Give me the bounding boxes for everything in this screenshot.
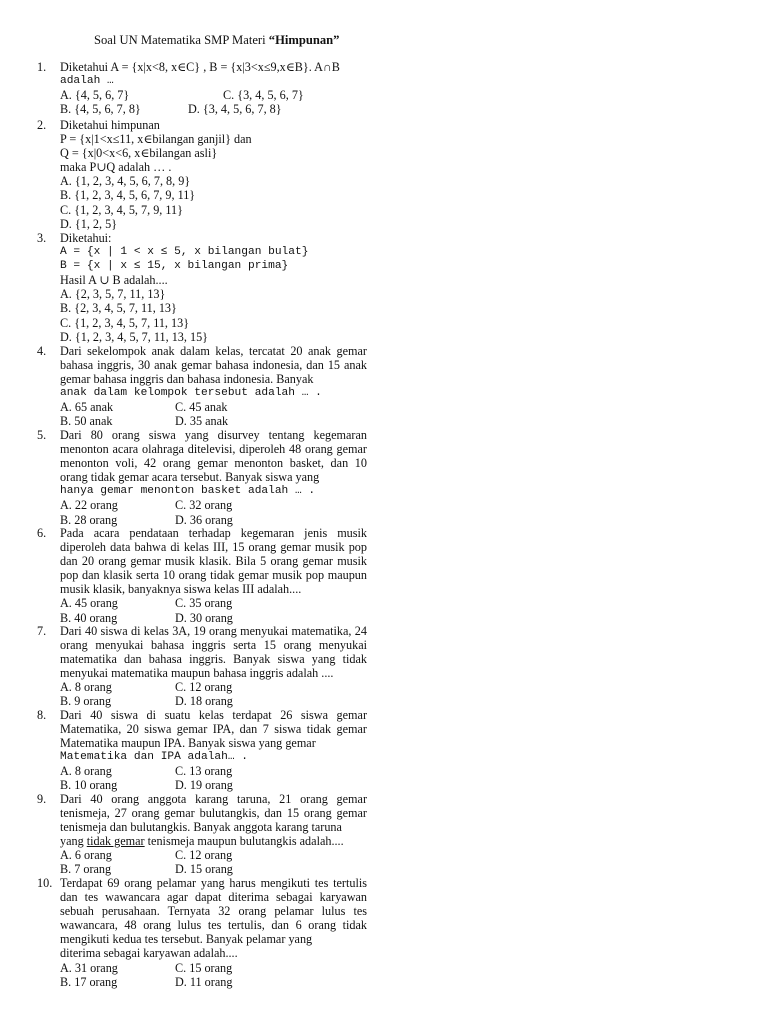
question-text: Matematika dan IPA adalah… . — [60, 751, 248, 764]
option-b: B. 40 orang — [60, 610, 118, 625]
option-a: A. {1, 2, 3, 4, 5, 6, 7, 8, 9} — [60, 174, 191, 189]
option-c: C. 35 orang — [175, 596, 233, 611]
underlined-phrase: tidak gemar — [86, 834, 145, 849]
question-3 — [37, 231, 367, 344]
question-text: diterima sebagai karyawan adalah.... — [60, 946, 238, 961]
question-number: 1. — [37, 60, 47, 74]
option-a: A. {4, 5, 6, 7} — [60, 88, 130, 103]
option-c: C. {3, 4, 5, 6, 7} — [223, 88, 304, 103]
question-text: Diketahui himpunan — [60, 118, 160, 132]
option-d: D. {1, 2, 3, 4, 5, 7, 11, 13, 15} — [60, 329, 209, 344]
question-number: 10. — [37, 876, 53, 890]
question-text: Dari 40 siswa di kelas 3A, 19 orang menyukai matematika, 24 orang menyukai bahasa inggris serta 15 orang menyukai matematika dan bahasa inggris. Banyak siswa yang tidak menyukai matematika maupun bahasa inggris adalah .... — [60, 624, 367, 681]
question-text: hanya gemar menonton basket adalah … . — [60, 485, 316, 498]
question-text-part: tenismeja maupun bulutangkis adalah.... — [144, 834, 344, 849]
question-number: 3. — [37, 231, 47, 245]
option-a: A. 6 orang — [60, 848, 112, 863]
question-text-part: yang — [60, 834, 87, 849]
option-d: D. 36 orang — [175, 512, 233, 527]
question-10 — [37, 876, 367, 989]
option-d: D. 35 anak — [175, 414, 229, 429]
option-c: C. 32 orang — [175, 498, 233, 513]
question-number: 2. — [37, 118, 47, 132]
option-d: D. {1, 2, 5} — [60, 216, 118, 231]
option-a: A. 22 orang — [60, 498, 118, 513]
question-text — [60, 834, 367, 848]
question-text: B = {x | x ≤ 15, x bilangan prima} — [60, 260, 289, 273]
option-a: A. 31 orang — [60, 960, 118, 975]
option-c: C. 45 anak — [175, 400, 228, 415]
option-a: A. {2, 3, 5, 7, 11, 13} — [60, 287, 166, 302]
question-text: Dari 40 siswa di suatu kelas terdapat 26 siswa gemar Matematika, 20 siswa gemar IPA, dan 7 siswa tidak gemar Matematika maupun IPA. Banyak siswa yang gemar — [60, 708, 367, 751]
question-6 — [37, 526, 367, 625]
question-text: Pada acara pendataan terhadap kegemaran jenis musik diperoleh data bahwa di kelas III, 15 orang gemar musik pop dan 20 orang gemar musik klasik. Bila 5 orang gemar musik pop dan klasik serta 10 orang tidak gemar musik pop maupun musik klasik, banyaknya siswa kelas III adalah.... — [60, 526, 367, 597]
option-b: B. 28 orang — [60, 512, 118, 527]
option-c: C. 13 orang — [175, 764, 233, 779]
option-d: D. {3, 4, 5, 6, 7, 8} — [188, 102, 282, 117]
question-number: 6. — [37, 526, 47, 540]
question-number: 7. — [37, 624, 47, 638]
option-b: B. 50 anak — [60, 414, 113, 429]
option-b: B. 17 orang — [60, 974, 118, 989]
option-d: D. 11 orang — [175, 974, 233, 989]
option-d: D. 30 orang — [175, 610, 233, 625]
option-b: B. 9 orang — [60, 694, 112, 709]
option-c: C. 12 orang — [175, 680, 233, 695]
question-text: Diketahui A = {x|x<8, x∈C} , B = {x|3<x≤9,x∈B}. A∩B — [60, 60, 340, 74]
option-b: B. {4, 5, 6, 7, 8} — [60, 102, 141, 117]
question-9 — [37, 792, 367, 877]
question-text: Q = {x|0<x<6, x∈bilangan asli} — [60, 146, 218, 161]
question-2 — [37, 118, 367, 231]
option-a: A. 8 orang — [60, 680, 112, 695]
question-text: Dari 80 orang siswa yang disurvey tentang kegemaran menonton acara olahraga ditelevisi, diperoleh 48 orang gemar menonton voli, 42 orang gemar menonton basket, dan 10 orang tidak gemar acara tersebut. Banyak siswa yang — [60, 428, 367, 485]
option-b: B. {1, 2, 3, 4, 5, 6, 7, 9, 11} — [60, 188, 196, 203]
option-c: C. 12 orang — [175, 848, 233, 863]
page-title — [94, 33, 339, 47]
question-number: 9. — [37, 792, 47, 806]
question-number: 8. — [37, 708, 47, 722]
option-b: B. 10 orang — [60, 778, 118, 793]
question-number: 5. — [37, 428, 47, 442]
option-b: B. 7 orang — [60, 862, 112, 877]
question-5 — [37, 428, 367, 527]
title-topic: “Himpunan” — [268, 33, 340, 47]
question-text: anak dalam kelompok tersebut adalah … . — [60, 387, 322, 400]
option-d: D. 15 orang — [175, 862, 233, 877]
question-7 — [37, 624, 367, 709]
question-text: Diketahui: — [60, 231, 112, 245]
option-b: B. {2, 3, 4, 5, 7, 11, 13} — [60, 301, 177, 316]
question-text: Dari sekelompok anak dalam kelas, tercatat 20 anak gemar bahasa inggris, 30 anak gemar bahasa indonesia, dan 15 anak gemar bahasa inggris dan bahasa indonesia. Banyak — [60, 344, 367, 387]
question-1 — [37, 60, 367, 116]
question-text: Hasil A ∪ B adalah.... — [60, 273, 168, 288]
title-prefix: Soal UN Matematika SMP Materi — [94, 33, 269, 47]
option-a: A. 45 orang — [60, 596, 118, 611]
question-text: P = {x|1<x≤11, x∈bilangan ganjil} dan — [60, 132, 252, 147]
question-4 — [37, 344, 367, 429]
option-d: D. 18 orang — [175, 694, 233, 709]
option-c: C. 15 orang — [175, 960, 233, 975]
option-a: A. 8 orang — [60, 764, 112, 779]
option-a: A. 65 anak — [60, 400, 114, 415]
option-c: C. {1, 2, 3, 4, 5, 7, 11, 13} — [60, 315, 190, 330]
question-number: 4. — [37, 344, 47, 358]
option-c: C. {1, 2, 3, 4, 5, 7, 9, 11} — [60, 202, 183, 217]
question-text: Dari 40 orang anggota karang taruna, 21 orang gemar tenismeja, 27 orang gemar bulutangkis, dan 15 orang gemar tenismeja dan bulutangkis. Banyak anggota karang taruna — [60, 792, 367, 835]
question-text: adalah … — [60, 75, 114, 88]
question-text: Terdapat 69 orang pelamar yang harus mengikuti tes tertulis dan tes wawancara agar dapat diterima sebagai karyawan sebuah perusahaan. Ternyata 32 orang pelamar lulus tes wawancara, 48 orang lulus tes tertulis, dan 6 orang tidak mengikuti kedua tes tersebut. Banyak pelamar yang — [60, 876, 367, 947]
question-text: maka P∪Q adalah … . — [60, 160, 172, 175]
option-d: D. 19 orang — [175, 778, 233, 793]
question-text: A = {x | 1 < x ≤ 5, x bilangan bulat} — [60, 246, 309, 259]
question-8 — [37, 708, 367, 793]
